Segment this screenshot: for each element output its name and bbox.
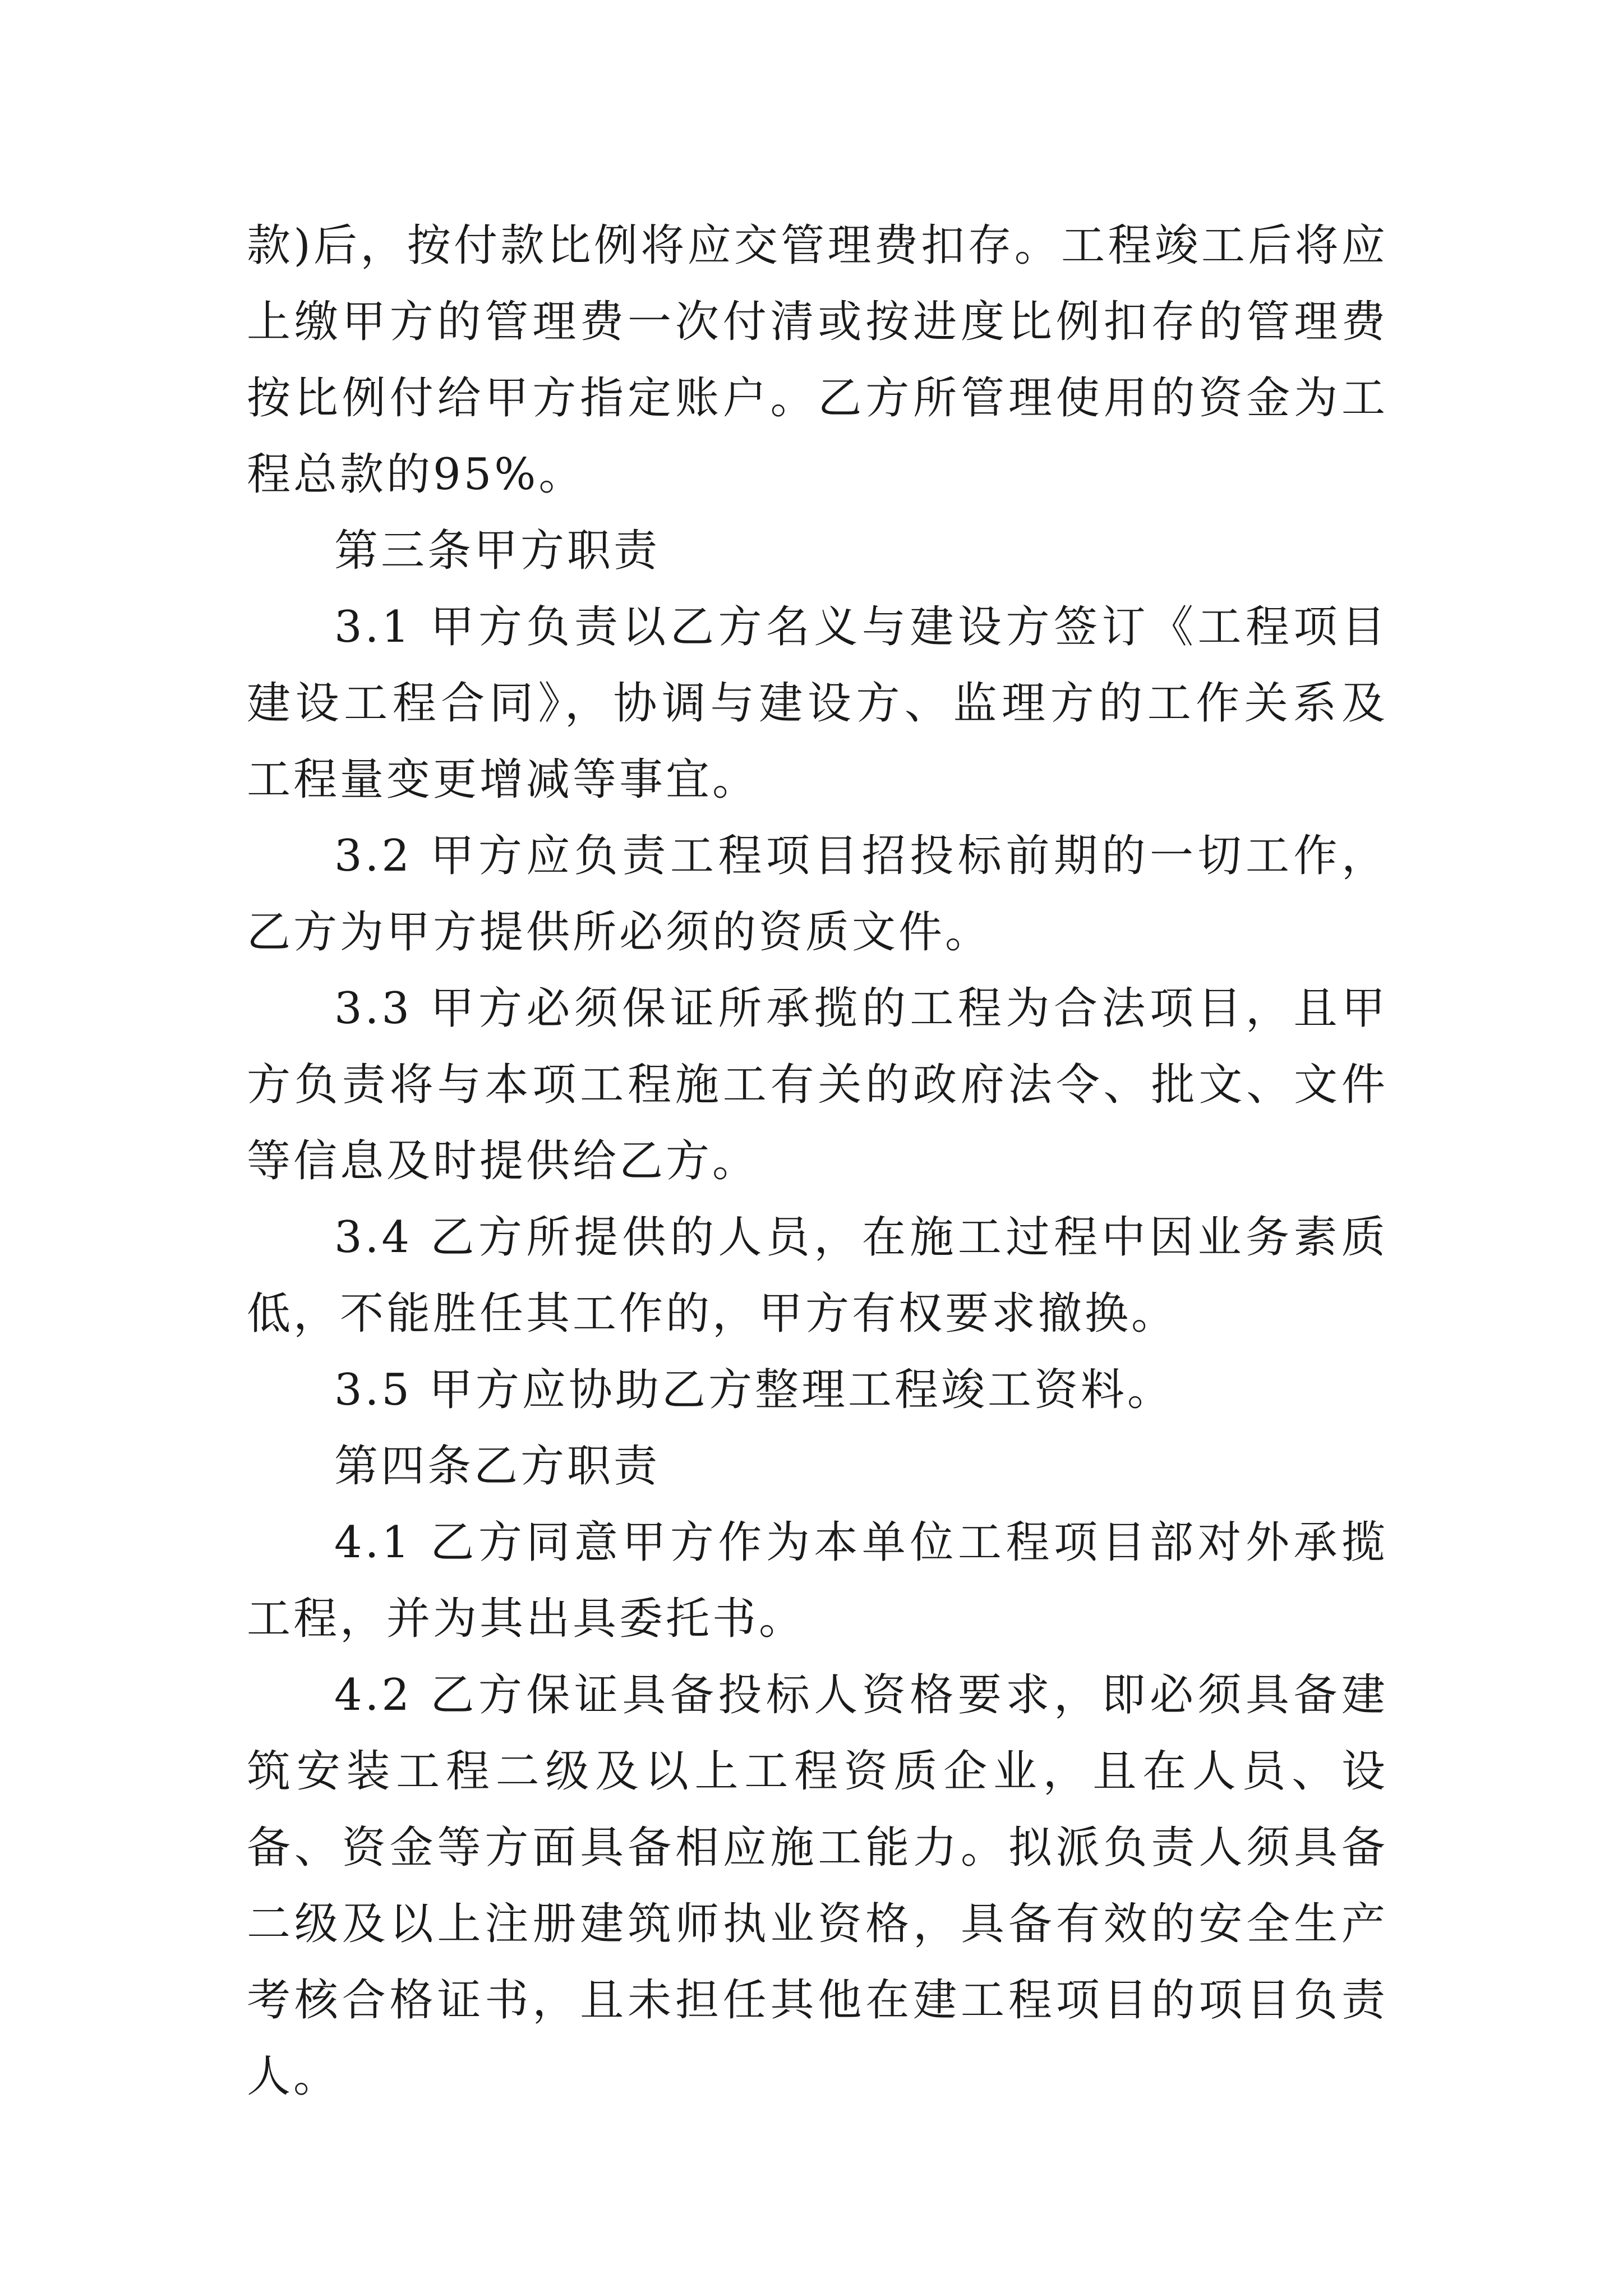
clause-3-1: 3.1 甲方负责以乙方名义与建设方签订《工程项目建设工程合同》，协调与建设方、监理方的工作关系及工程量变更增减等事宜。 <box>247 602 1388 805</box>
document-body <box>247 208 1388 2115</box>
clause-4-1: 4.1 乙方同意甲方作为本单位工程项目部对外承揽工程，并为其出具委托书。 <box>247 1517 1388 1644</box>
clause-4-2: 4.2 乙方保证具备投标人资格要求，即必须具备建筑安装工程二级及以上工程资质企业，且在人员、设备、资金等方面具备相应施工能力。拟派负责人须具备二级及以上注册建筑师执业资格，具备有效的安全生产考核合格证书，且未担任其他在建工程项目的项目负责人。 <box>247 1670 1388 2102</box>
clause-3-3: 3.3 甲方必须保证所承揽的工程为合法项目，且甲方负责将与本项工程施工有关的政府法令、批文、文件等信息及时提供给乙方。 <box>247 983 1388 1186</box>
clause-3-4: 3.4 乙方所提供的人员，在施工过程中因业务素质低，不能胜任其工作的，甲方有权要求撤换。 <box>247 1212 1388 1339</box>
clause-3-2: 3.2 甲方应负责工程项目招投标前期的一切工作，乙方为甲方提供所必须的资质文件。 <box>247 831 1388 958</box>
section-heading-article-4: 第四条乙方职责 <box>334 1441 661 1492</box>
paragraph-continuation: 款)后，按付款比例将应交管理费扣存。工程竣工后将应上缴甲方的管理费一次付清或按进度比例扣存的管理费按比例付给甲方指定账户。乙方所管理使用的资金为工程总款的95%。 <box>247 220 1388 500</box>
clause-3-5: 3.5 甲方应协助乙方整理工程竣工资料。 <box>334 1365 1174 1415</box>
section-heading-article-3: 第三条甲方职责 <box>334 526 661 576</box>
